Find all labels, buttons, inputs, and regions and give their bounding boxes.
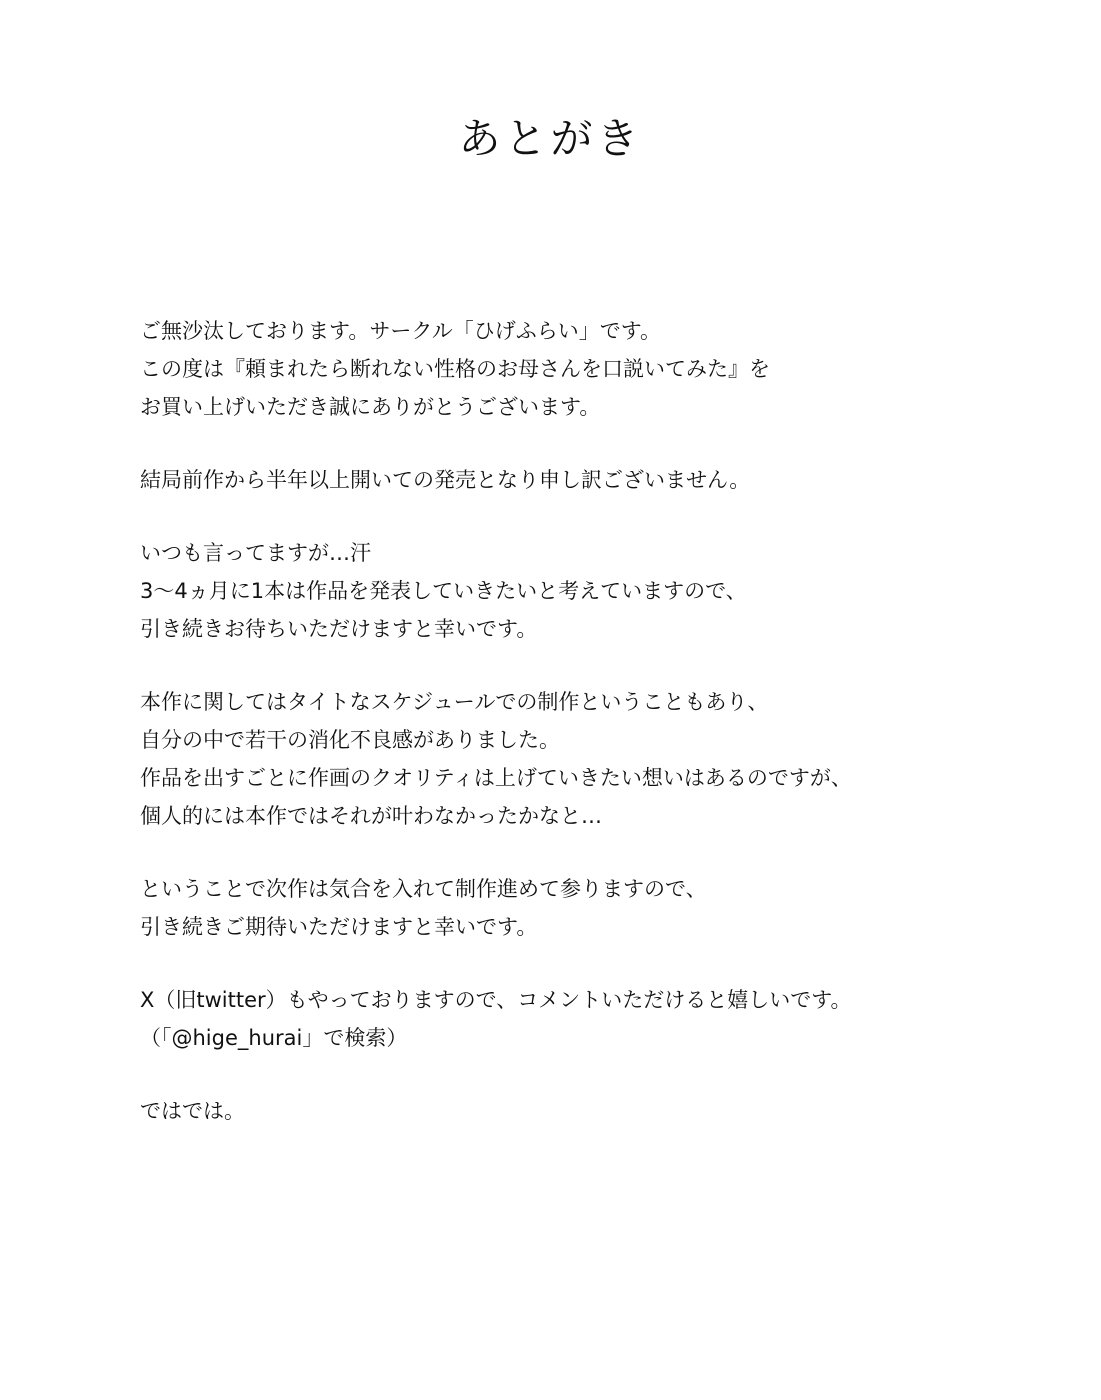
text-line: ではでは。 xyxy=(140,1099,245,1123)
paragraph-next-work xyxy=(140,870,1040,946)
paragraph-social xyxy=(140,981,1040,1057)
paragraph-greeting xyxy=(140,312,1040,426)
text-line: 本作に関してはタイトなスケジュールでの制作ということもあり、 xyxy=(140,690,769,714)
text-line: 引き続きお待ちいただけますと幸いです。 xyxy=(140,617,538,641)
text-line: 個人的には本作ではそれが叶わなかったかなと… xyxy=(140,804,602,828)
text-line: 3〜4ヵ月に1本は作品を発表していきたいと考えていますので、 xyxy=(140,579,747,603)
text-line: いつも言ってますが…汗 xyxy=(140,541,371,565)
paragraph-reflection xyxy=(140,683,1040,835)
page-title: あとがき xyxy=(458,114,643,163)
text-line: ご無沙汰しております。サークル「ひげふらい」です。 xyxy=(140,319,662,343)
text-line: この度は『頼まれたら断れない性格のお母さんを口説いてみた』を xyxy=(140,357,770,381)
text-line: 結局前作から半年以上開いての発売となり申し訳ございません。 xyxy=(140,468,751,492)
text-line: お買い上げいただき誠にありがとうございます。 xyxy=(140,395,601,419)
paragraph-apology xyxy=(140,461,1040,499)
paragraph-release-plan xyxy=(140,534,1040,648)
text-line: （「@hige_hurai」で検索） xyxy=(140,1026,408,1050)
text-line: X（旧twitter）もやっておりますので、コメントいただけると嬉しいです。 xyxy=(140,988,852,1012)
text-line: 引き続きご期待いただけますと幸いです。 xyxy=(140,915,538,939)
afterword-body xyxy=(140,312,1040,1165)
text-line: 作品を出すごとに作画のクオリティは上げていきたい想いはあるのですが、 xyxy=(140,766,852,790)
text-line: ということで次作は気合を入れて制作進めて参りますので、 xyxy=(140,877,707,901)
paragraph-closing xyxy=(140,1092,1040,1130)
text-line: 自分の中で若干の消化不良感がありました。 xyxy=(140,728,560,752)
